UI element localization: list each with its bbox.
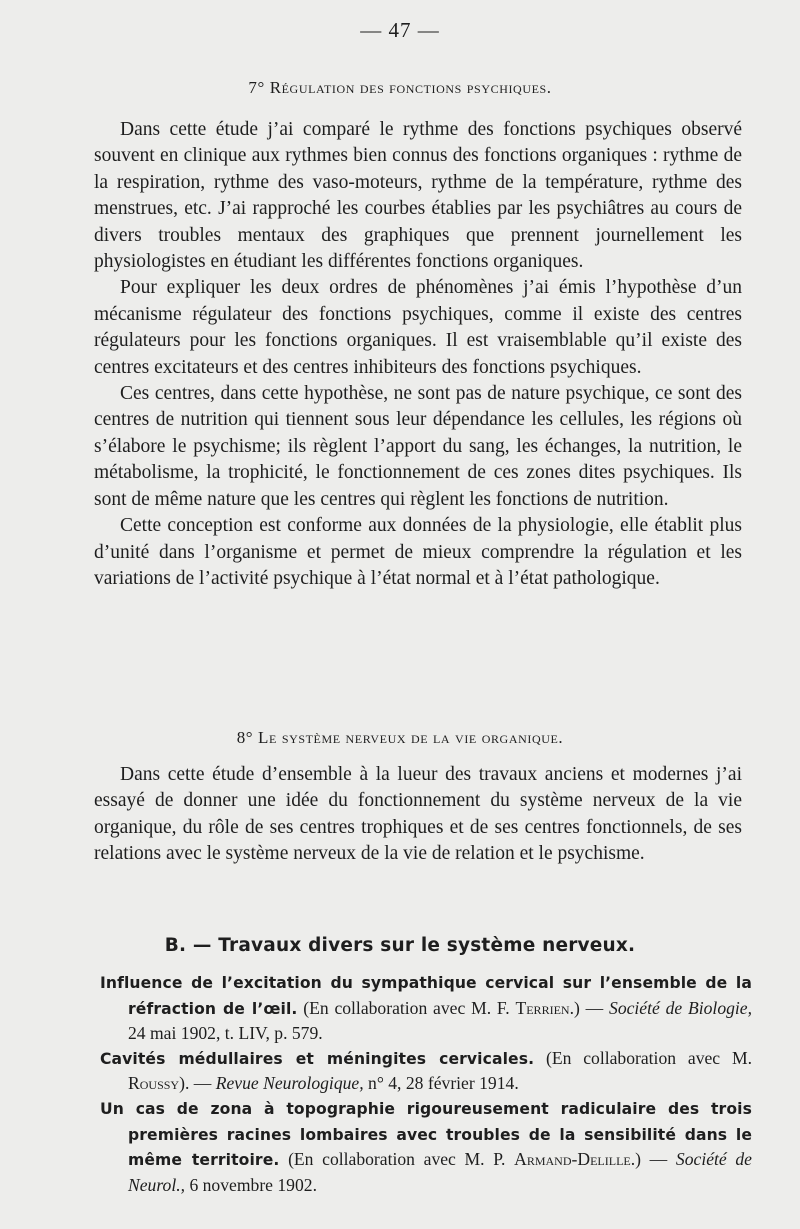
entry-title: Influence de l’excitation du sympathique cervical sur l’ensemble de la réfraction de l’œil. <box>100 974 752 1018</box>
entry-collaboration-end: ). — <box>179 1073 212 1094</box>
paragraph: Ces centres, dans cette hypothèse, ne sont pas de nature psychique, ce sont des centres de nutrition qui tiennent sous leur dépendance les cellules, les régions où s’élabore le psychisme; ils règlent l’apport du sang, les échanges, la nutrition, le métabolisme, la trophicité, le fonctionnement de ces zones dites psychiques. Ils sont de même nature que les centres qui règlent les fonctions de nutrition. <box>94 383 742 510</box>
entry-collaboration: (En collaboration avec M. F. <box>303 997 510 1018</box>
bibliography-entry <box>100 1046 752 1096</box>
entry-author: Armand-Delille <box>514 1149 631 1170</box>
section-body-regulation <box>94 117 742 592</box>
entry-collaboration: (En collaboration avec M. <box>545 1047 752 1068</box>
bibliography-list <box>100 970 752 1197</box>
section-heading-various-works: B. — Travaux divers sur le système nerveux. <box>164 935 636 956</box>
entry-title: Un cas de zona à topographie rigoureusement radiculaire des trois premières racines lombaires avec troubles de la sensibilité dans le même territoire. <box>100 1099 752 1170</box>
paragraph: Dans cette étude d’ensemble à la lueur des travaux anciens et modernes j’ai essayé de donner une idée du fonctionnement du système nerveux de la vie organique, du rôle de ses centres trophiques et de ses centres fonctionnels, de ses relations avec le système nerveux de la vie de relation et le psychisme. <box>94 764 742 865</box>
bibliography-entry <box>100 970 752 1046</box>
entry-title: Cavités médullaires et méningites cervicales. <box>100 1049 535 1068</box>
entry-journal: Société de Neurol., <box>128 1149 752 1195</box>
entry-collaboration-end: .) — <box>630 1149 668 1170</box>
paragraph: Cette conception est conforme aux données de la physiologie, elle établit plus d’unité dans l’organisme et permet de mieux comprendre la régulation et les variations de l’activité psychique à l’état normal et à l’état pathologique. <box>94 515 742 589</box>
entry-details: 24 mai 1902, t. LIV, p. 579. <box>128 1023 323 1044</box>
entry-details: 6 novembre 1902. <box>189 1174 317 1195</box>
entry-details: n° 4, 28 février 1914. <box>368 1073 519 1094</box>
paragraph: Pour expliquer les deux ordres de phénomènes j’ai émis l’hypothèse d’un mécanisme régulateur des fonctions psychiques, comme il existe des centres régulateurs pour les fonctions organiques. Il est vraisemblable qu’il existe des centres excitateurs et des centres inhibiteurs des fonctions psychiques. <box>94 277 742 378</box>
page-number: — 47 — <box>360 18 440 42</box>
entry-author: Roussy <box>128 1073 180 1094</box>
section-heading-regulation: 7° Régulation des fonctions psychiques. <box>248 78 552 97</box>
entry-collaboration-end: .) — <box>569 997 604 1018</box>
section-heading-nervous-system: 8° Le système nerveux de la vie organique. <box>236 728 564 747</box>
paragraph: Dans cette étude j’ai comparé le rythme des fonctions psychiques observé souvent en clinique aux rythmes bien connus des fonctions organiques : rythme de la respiration, rythme des vaso-moteurs, rythme de la température, rythme des menstrues, etc. J’ai rapproché les courbes établies par les psychiâtres au cours de divers troubles mentaux des graphiques que prennent journellement les physiologistes en étudiant les différentes fonctions organiques. <box>94 119 742 273</box>
section-body-nervous-system <box>94 762 742 868</box>
bibliography-entry <box>100 1096 752 1197</box>
entry-journal: Société de Biologie, <box>609 997 753 1018</box>
entry-journal: Revue Neurologique, <box>215 1073 364 1094</box>
entry-author: Terrien <box>515 997 570 1018</box>
entry-collaboration: (En collaboration avec M. P. <box>288 1149 506 1170</box>
